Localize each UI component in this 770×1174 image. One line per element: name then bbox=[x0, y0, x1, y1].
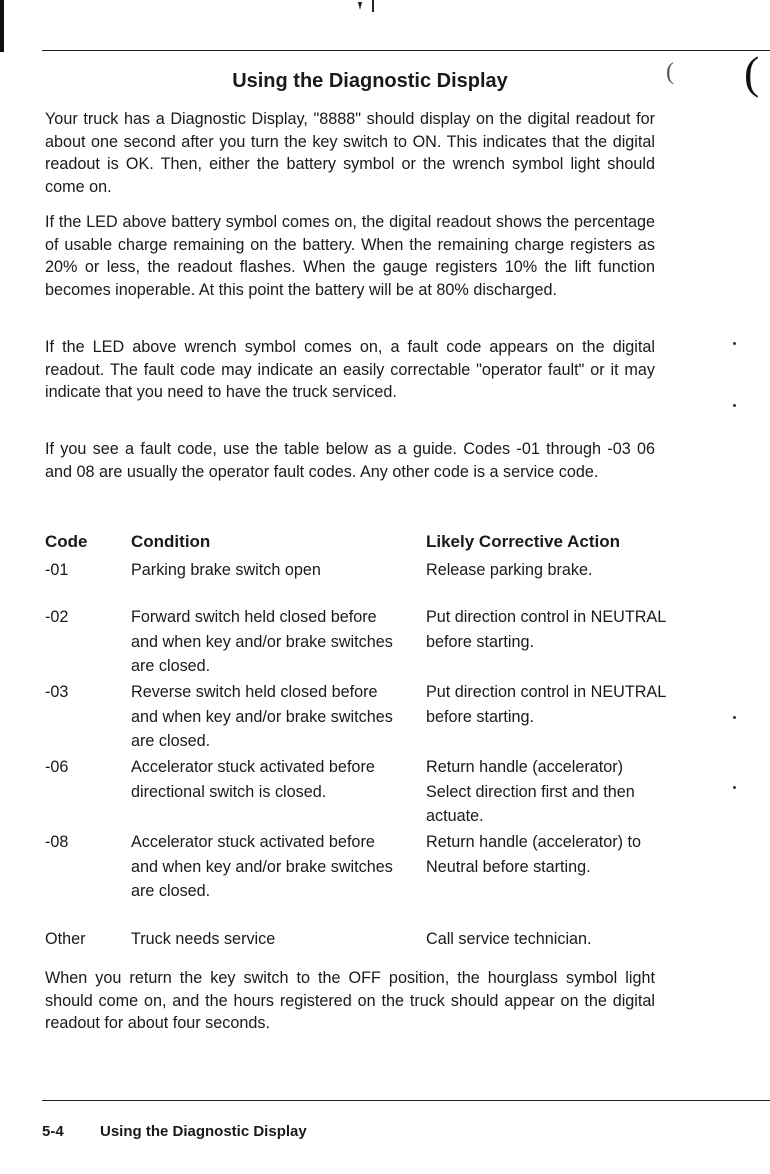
scan-speck bbox=[733, 716, 736, 719]
row-code: -02 bbox=[45, 608, 69, 626]
top-binding-mark bbox=[352, 0, 382, 14]
fault-code-paragraph: If you see a fault code, use the table below as a guide. Codes -01 through -03 06 and 08 are usually the operator fault codes. Any other code is a service code. bbox=[45, 440, 655, 481]
row-action: Return handle (accelerator) to Neutral before starting. bbox=[426, 833, 642, 876]
margin-mark: ( bbox=[666, 59, 674, 85]
row-action: Put direction control in NEUTRAL before starting. bbox=[426, 608, 666, 651]
row-action: Call service technician. bbox=[426, 930, 592, 948]
scan-speck bbox=[733, 342, 736, 345]
header-rule bbox=[42, 50, 770, 51]
footer-section-title: Using the Diagnostic Display bbox=[100, 1123, 307, 1140]
row-code: -01 bbox=[45, 561, 69, 579]
row-action: Return handle (accelerator) Select direction first and then actuate. bbox=[426, 758, 635, 825]
page-number: 5-4 bbox=[42, 1123, 64, 1140]
row-condition: Reverse switch held closed before and when key and/or brake switches are closed. bbox=[131, 683, 393, 750]
row-code: -08 bbox=[45, 833, 69, 851]
row-condition: Accelerator stuck activated before directional switch is closed. bbox=[131, 758, 375, 801]
row-condition: Parking brake switch open bbox=[131, 561, 321, 579]
header-condition: Condition bbox=[131, 532, 211, 551]
row-condition: Accelerator stuck activated before and when key and/or brake switches are closed. bbox=[131, 833, 393, 900]
page-footer bbox=[42, 1122, 307, 1142]
header-code: Code bbox=[45, 532, 88, 551]
scan-speck bbox=[733, 404, 736, 407]
margin-mark: ( bbox=[744, 47, 760, 98]
intro-paragraph: Your truck has a Diagnostic Display, "8888" should display on the digital readout for about one second after you turn the key switch to ON. This indicates that the digital readout is OK. Then, either the battery symbol or the wrench symbol light should come on. bbox=[45, 110, 655, 196]
row-code: -06 bbox=[45, 758, 69, 776]
closing-paragraph: When you return the key switch to the OFF position, the hourglass symbol light should come on, and the hours registered on the truck should appear on the digital readout for about four seconds. bbox=[45, 969, 655, 1032]
row-code: -03 bbox=[45, 683, 69, 701]
row-action: Release parking brake. bbox=[426, 561, 593, 579]
footer-rule bbox=[42, 1100, 770, 1101]
row-action: Put direction control in NEUTRAL before starting. bbox=[426, 683, 666, 726]
battery-paragraph: If the LED above battery symbol comes on, the digital readout shows the percentage of usable charge remaining on the battery. When the remaining charge registers as 20% or less, the readout flashes. When the gauge registers 10% the lift function becomes inoperable. At this point the battery will be at 80% discharged. bbox=[45, 213, 655, 299]
page-title: Using the Diagnostic Display bbox=[232, 70, 508, 92]
scan-speck bbox=[733, 786, 736, 789]
row-code: Other bbox=[45, 930, 86, 948]
header-action: Likely Corrective Action bbox=[426, 532, 620, 551]
row-condition: Forward switch held closed before and when key and/or brake switches are closed. bbox=[131, 608, 393, 675]
page-edge-mark bbox=[0, 0, 4, 52]
row-condition: Truck needs service bbox=[131, 930, 276, 948]
wrench-paragraph: If the LED above wrench symbol comes on, a fault code appears on the digital readout. The fault code may indicate an easily correctable "operator fault" or it may indicate that you need to have the truck serviced. bbox=[45, 338, 655, 401]
